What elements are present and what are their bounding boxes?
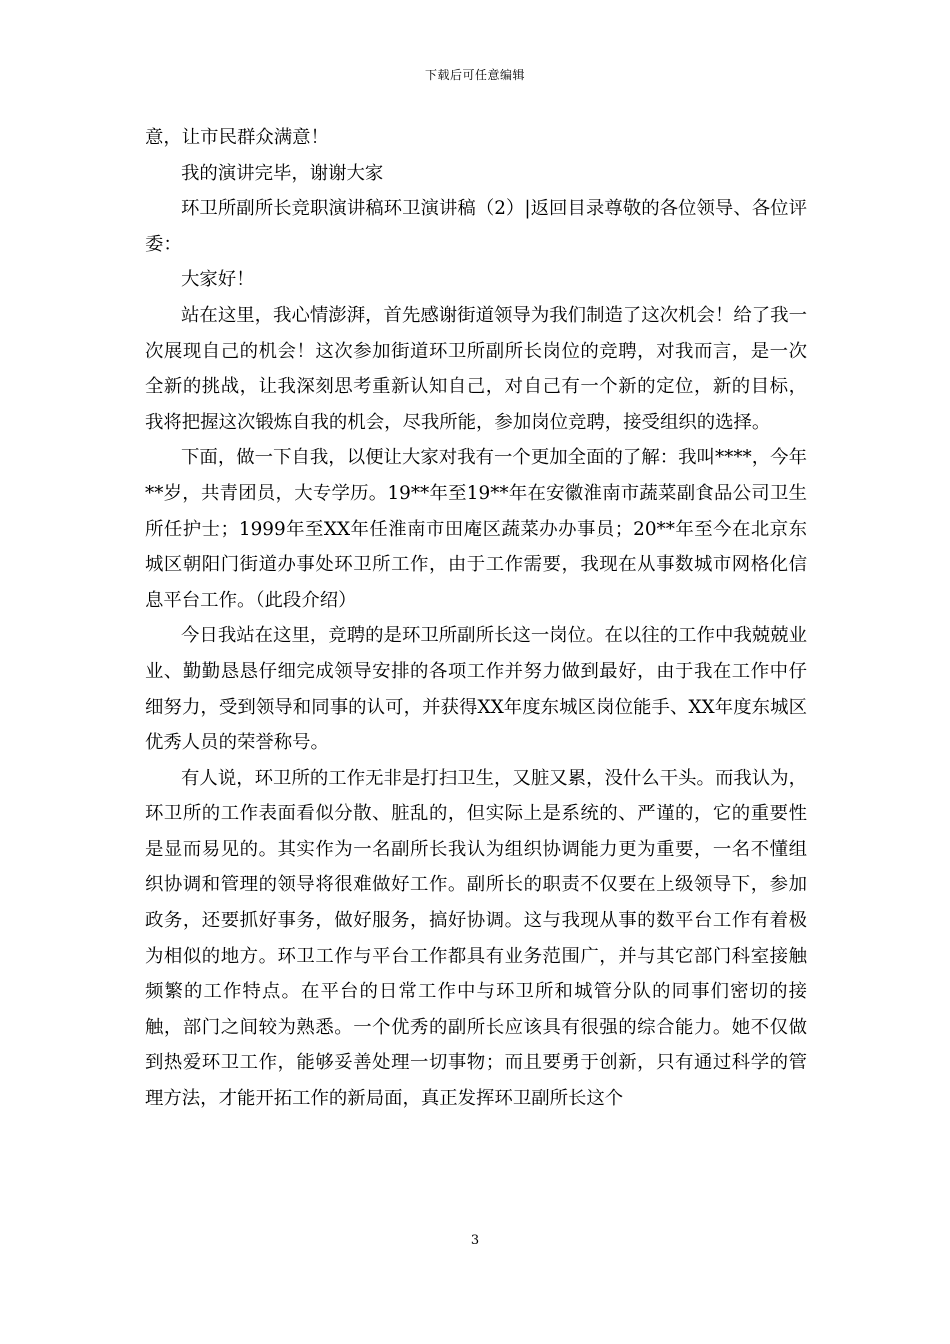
paragraph: 下面，做一下自我，以便让大家对我有一个更加全面的了解：我叫****，今年**岁，共青团员，大专学历。19**年至19**年在安徽淮南市蔬菜副食品公司卫生所任护士；1999年至XX年任淮南市田庵区蔬菜办办事员；20**年至今在北京东城区朝阳门街道办事处环卫所工作，由于工作需要，我现在从事数城市网格化信息平台工作。（此段介绍） (145, 447, 807, 611)
paragraph: 有人说，环卫所的工作无非是打扫卫生，又脏又累，没什么干头。而我认为，环卫所的工作表面看似分散、脏乱的，但实际上是系统的、严谨的，它的重要性是显而易见的。其实作为一名副所长我认为组织协调能力更为重要，一名不懂组织协调和管理的领导将很难做好工作。副所长的职责不仅要在上级领导下，参加政务，还要抓好事务，做好服务，搞好协调。这与我现从事的数平台工作有着极为相似的地方。环卫工作与平台工作都具有业务范围广，并与其它部门科室接触频繁的工作特点。在平台的日常工作中与环卫所和城管分队的同事们密切的接触，部门之间较为熟悉。一个优秀的副所长应该具有很强的综合能力。她不仅做到热爱环卫工作，能够妥善处理一切事物；而且要勇于创新，只有通过科学的管理方法，才能开拓工作的新局面，真正发挥环卫副所长这个 (145, 767, 807, 1110)
paragraph: 意，让市民群众满意！ (145, 127, 329, 148)
page-number: 3 (470, 1233, 480, 1248)
paragraph: 大家好！ (181, 269, 255, 291)
page-header: 下载后可任意编辑 (424, 68, 525, 82)
document-body (145, 120, 807, 1117)
paragraph: 站在这里，我心情澎湃，首先感谢街道领导为我们制造了这次机会！给了我一次展现自己的机会！这次参加街道环卫所副所长岗位的竞聘，对我而言，是一次全新的挑战，让我深刻思考重新认知自己，对自己有一个新的定位，新的目标，我将把握这次锻炼自我的机会，尽我所能，参加岗位竞聘，接受组织的选择。 (145, 304, 807, 433)
paragraph: 环卫所副所长竞职演讲稿环卫演讲稿（2）|返回目录尊敬的各位领导、各位评委： (145, 198, 807, 255)
paragraph: 今日我站在这里，竞聘的是环卫所副所长这一岗位。在以往的工作中我兢兢业业、勤勤恳恳仔细完成领导安排的各项工作并努力做到最好，由于我在工作中仔细努力，受到领导和同事的认可，并获得XX年度东城区岗位能手、XX年度东城区优秀人员的荣誉称号。 (145, 625, 807, 754)
paragraph: 我的演讲完毕，谢谢大家 (181, 162, 384, 184)
